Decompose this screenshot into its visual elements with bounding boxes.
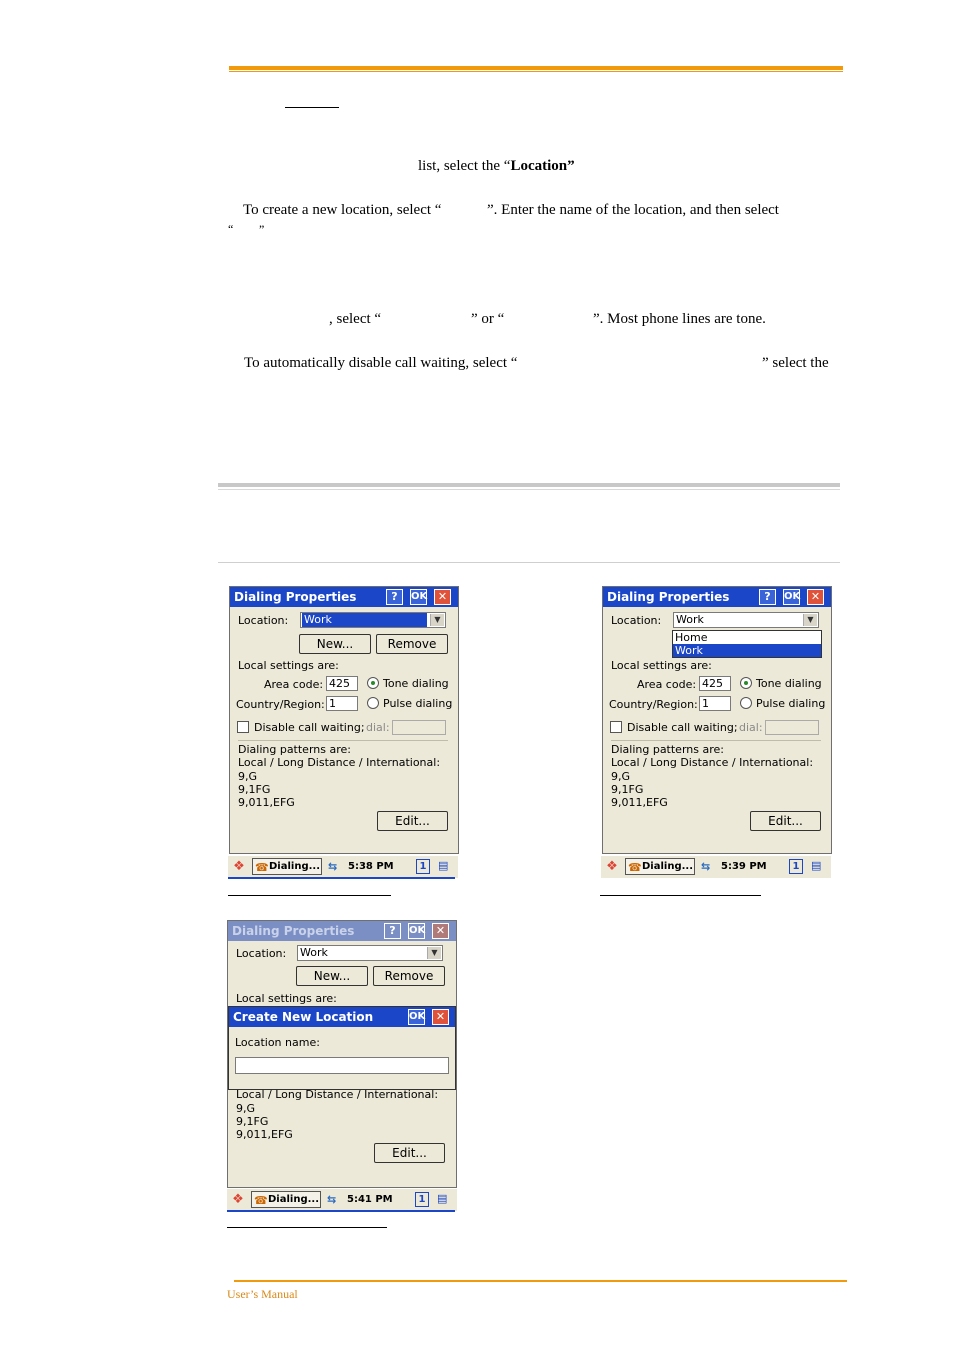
country-field[interactable]: 1	[699, 696, 731, 711]
help-button[interactable]: ?	[386, 589, 403, 605]
location-bold: Location”	[510, 158, 575, 174]
new-button[interactable]: New...	[299, 634, 371, 654]
disable-cw-label: Disable call waiting;	[627, 721, 738, 734]
location-combo[interactable]	[673, 612, 819, 628]
heading-underline	[285, 107, 339, 108]
taskbar-2	[601, 855, 831, 878]
figure-rule	[218, 562, 840, 563]
taskbar-task-button[interactable]	[251, 1191, 321, 1208]
pattern-intl: 9,011,EFG	[236, 1128, 293, 1141]
task-label: Dialing...	[268, 1194, 320, 1205]
create-location-title	[229, 1007, 455, 1027]
ok-button[interactable]: OK	[408, 923, 425, 939]
footer-text: User’s Manual	[227, 1287, 298, 1301]
country-label: Country/Region:	[609, 698, 698, 711]
remove-button[interactable]: Remove	[373, 966, 445, 986]
pattern-local: 9,G	[236, 1102, 256, 1115]
patterns-label: Dialing patterns are:	[611, 743, 724, 756]
screenshot-border	[228, 877, 455, 879]
system-tray	[326, 858, 416, 875]
dialing-icon: ☎	[628, 861, 642, 874]
pattern-intl: 9,011,EFG	[238, 796, 295, 809]
window-title-text: Dialing Properties	[607, 590, 730, 604]
chevron-down-icon[interactable]: ▼	[430, 614, 444, 626]
new-button[interactable]: New...	[296, 966, 368, 986]
caption-underline-3	[227, 1227, 387, 1228]
edit-button[interactable]: Edit...	[374, 1143, 445, 1163]
network-icon: ⇆	[701, 860, 711, 873]
remove-button[interactable]: Remove	[376, 634, 448, 654]
dialing-properties-window-2	[602, 586, 832, 854]
window-title	[228, 921, 456, 941]
window-title	[603, 587, 831, 607]
screenshot-border	[227, 1210, 455, 1212]
separator	[611, 740, 821, 741]
start-icon[interactable]: ❖	[233, 859, 245, 874]
help-button[interactable]: ?	[759, 589, 776, 605]
caption-underline-2	[600, 895, 761, 896]
dial-label: dial:	[366, 721, 390, 734]
paragraph-2c: “	[228, 222, 234, 236]
input-panel-button[interactable]: 1	[416, 859, 430, 874]
system-tray	[325, 1191, 415, 1208]
system-tray	[699, 858, 789, 875]
help-button[interactable]: ?	[384, 923, 401, 939]
edit-button[interactable]: Edit...	[750, 811, 821, 831]
desktop-icon[interactable]: ▤	[811, 859, 822, 872]
network-icon: ⇆	[328, 860, 338, 873]
start-icon[interactable]: ❖	[606, 859, 618, 874]
paragraph-4a: To automatically disable call waiting, select “	[244, 355, 518, 371]
location-dropdown	[672, 630, 822, 658]
patterns-label: Dialing patterns are:	[238, 743, 351, 756]
country-field[interactable]: 1	[326, 696, 358, 711]
dialing-icon: ☎	[255, 861, 269, 874]
pulse-label: Pulse dialing	[383, 697, 453, 710]
chevron-down-icon[interactable]: ▼	[427, 947, 441, 959]
paragraph-3c: ”. Most phone lines are tone.	[593, 311, 766, 327]
taskbar-1	[228, 855, 458, 878]
create-location-title-text: Create New Location	[233, 1010, 374, 1024]
dial-combo	[765, 720, 819, 735]
option-home[interactable]: Home	[675, 631, 708, 644]
task-label: Dialing...	[269, 861, 321, 872]
location-combo[interactable]	[300, 612, 446, 628]
area-code-label: Area code:	[637, 678, 697, 691]
header-rule	[229, 66, 843, 70]
taskbar-task-button[interactable]	[625, 858, 695, 875]
input-panel-button[interactable]: 1	[789, 859, 803, 874]
area-code-field[interactable]: 425	[326, 676, 358, 691]
location-value: Work	[676, 613, 704, 626]
patterns-header: Local / Long Distance / International:	[238, 756, 441, 769]
disable-cw-label: Disable call waiting;	[254, 721, 365, 734]
dial-combo	[392, 720, 446, 735]
country-label: Country/Region:	[236, 698, 325, 711]
pulse-radio[interactable]	[740, 697, 752, 709]
close-button[interactable]: ✕	[807, 589, 824, 605]
create-close-button[interactable]: ✕	[432, 1009, 449, 1025]
paragraph-3a: , select “	[329, 311, 382, 327]
pattern-long: 9,1FG	[236, 1115, 269, 1128]
paragraph-2b: ”. Enter the name of the location, and then select	[487, 202, 779, 218]
patterns-header: Local / Long Distance / International:	[236, 1088, 439, 1101]
location-value: Work	[300, 946, 328, 959]
dial-label: dial:	[739, 721, 763, 734]
location-name-input[interactable]	[235, 1057, 449, 1074]
window-title	[230, 587, 458, 607]
location-label: Location:	[236, 947, 287, 960]
close-button[interactable]: ✕	[434, 589, 451, 605]
tone-label: Tone dialing	[383, 677, 449, 690]
clock: 5:39 PM	[721, 861, 767, 872]
caption-underline-1	[228, 895, 391, 896]
dialing-properties-window-1	[229, 586, 459, 854]
edit-button[interactable]: Edit...	[377, 811, 448, 831]
location-value: Work	[302, 613, 427, 627]
create-location-dialog	[228, 1006, 456, 1090]
paragraph-2d: ”	[259, 222, 265, 236]
paragraph-4b: ” select the	[762, 355, 829, 371]
ok-button[interactable]: OK	[410, 589, 427, 605]
dialing-properties-window-3	[227, 920, 457, 1188]
tone-label: Tone dialing	[756, 677, 822, 690]
location-name-label: Location name:	[235, 1036, 320, 1049]
footer-rule	[234, 1280, 847, 1282]
pattern-long: 9,1FG	[238, 783, 271, 796]
desktop-icon[interactable]: ▤	[438, 859, 449, 872]
taskbar-3	[227, 1188, 457, 1211]
location-label: Location:	[611, 614, 662, 627]
window-title-text: Dialing Properties	[232, 924, 355, 938]
chevron-down-icon[interactable]: ▼	[803, 614, 817, 626]
network-icon: ⇆	[327, 1193, 337, 1206]
local-settings-label: Local settings are:	[611, 659, 712, 672]
option-work[interactable]: Work	[673, 644, 821, 657]
window-title-text: Dialing Properties	[234, 590, 357, 604]
pattern-long: 9,1FG	[611, 783, 644, 796]
pulse-radio[interactable]	[367, 697, 379, 709]
tone-radio[interactable]	[367, 677, 379, 689]
area-code-label: Area code:	[264, 678, 324, 691]
paragraph-3b: ” or “	[471, 311, 505, 327]
section-rule	[218, 483, 840, 487]
location-combo[interactable]	[297, 945, 443, 961]
area-code-field[interactable]: 425	[699, 676, 731, 691]
paragraph-1-text: list, select the “	[418, 158, 511, 174]
paragraph-1	[418, 158, 575, 175]
tone-radio[interactable]	[740, 677, 752, 689]
start-icon[interactable]: ❖	[232, 1192, 244, 1207]
clock: 5:41 PM	[347, 1194, 393, 1205]
pattern-intl: 9,011,EFG	[611, 796, 668, 809]
taskbar-task-button[interactable]	[252, 858, 322, 875]
disable-cw-checkbox[interactable]	[237, 721, 249, 733]
task-label: Dialing...	[642, 861, 694, 872]
input-panel-button[interactable]: 1	[415, 1192, 429, 1207]
header-rule-thin	[229, 71, 843, 72]
section-rule-thin	[218, 489, 840, 490]
ok-button[interactable]: OK	[783, 589, 800, 605]
pattern-local: 9,G	[238, 770, 258, 783]
close-button[interactable]: ✕	[432, 923, 449, 939]
disable-cw-checkbox[interactable]	[610, 721, 622, 733]
dialing-icon: ☎	[254, 1194, 268, 1207]
patterns-header: Local / Long Distance / International:	[611, 756, 814, 769]
desktop-icon[interactable]: ▤	[437, 1192, 448, 1205]
pulse-label: Pulse dialing	[756, 697, 826, 710]
pattern-local: 9,G	[611, 770, 631, 783]
local-settings-label: Local settings are:	[238, 659, 339, 672]
paragraph-2a: To create a new location, select “	[243, 202, 442, 218]
local-settings-label: Local settings are:	[236, 992, 337, 1005]
separator	[238, 740, 448, 741]
clock: 5:38 PM	[348, 861, 394, 872]
location-label: Location:	[238, 614, 289, 627]
create-ok-button[interactable]: OK	[408, 1009, 425, 1025]
